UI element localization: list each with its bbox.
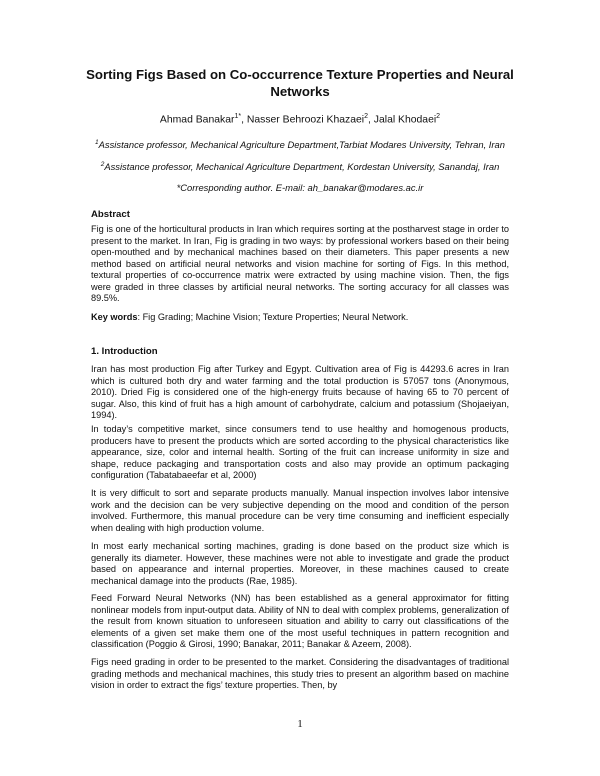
keywords-label: Key words [91, 312, 138, 322]
keywords-text: : Fig Grading; Machine Vision; Texture Properties; Neural Network. [137, 312, 409, 322]
author-name: Nasser Behroozi Khazaei [246, 114, 365, 126]
affiliation-mark: 2 [100, 161, 105, 168]
body-paragraph: In most early mechanical sorting machines, grading is done based on the product size which is generally its diameter. However, these machines were not able to investigate and grade the product based on appearance and internal properties. Moreover, in these machines caused to create mechanical damage into the products (Rae, 1985). [91, 541, 509, 586]
body-paragraph: Figs need grading in order to be presented to the market. Considering the disadvantages of traditional grading methods and mechanical machines, this study tries to present an algorithm based on machine vision in order to extract the figs’ texture properties. Then, by [91, 657, 509, 690]
author-name: Jalal Khodaei [373, 114, 437, 126]
affiliation-text: Assistance professor, Mechanical Agriculture Department,Tarbiat Modares University, Tehran, Iran [98, 139, 505, 151]
affiliation-2 [80, 159, 520, 172]
author-separator: , [241, 114, 247, 126]
page-number: 1 [297, 718, 303, 730]
author-affiliation-mark: 2 [364, 113, 368, 120]
author-affiliation-mark: 2 [436, 113, 441, 120]
affiliation-1 [80, 137, 520, 150]
paper-title: Sorting Figs Based on Co-occurrence Texture Properties and Neural Networks [86, 67, 514, 99]
body-paragraph: In today’s competitive market, since consumers tend to use healthy and homogenous products, producers have to present the products which are sorted according to the physical characteristics like appearance, size, color and internal health. Sorting of the fruit can increase uniformity in size and shape, reduce packaging and transportation costs and also may provide an optimum packaging configuration (Tabatabaeefar et al, 2000) [91, 424, 509, 480]
author-name: Ahmad Banakar [159, 114, 235, 126]
corresponding-author: *Corresponding author. E-mail: ah_banakar@modares.ac.ir [176, 182, 424, 193]
section-heading: 1. Introduction [91, 346, 158, 357]
abstract-heading: Abstract [91, 209, 130, 220]
affiliation-text: Assistance professor, Mechanical Agriculture Department, Kordestan University, Sanandaj, Iran [104, 161, 500, 173]
abstract-text: Fig is one of the horticultural products in Iran which requires sorting at the postharvest stage in order to present to the market. In Iran, Fig is grading in two ways: by professional workers based on their being open-mouthed and by mechanical machines based on their diameters. This paper presents a new method based on artificial neural networks and vision machine for sorting of Figs. In this method, textural properties of co-occurrence matrix were extracted by using machine vision. Then, the figs were graded in three classes by artificial neural networks. The sorting accuracy for all classes was 89.5%. [91, 224, 509, 303]
author-affiliation-mark: 1* [234, 113, 242, 120]
keywords [91, 312, 509, 322]
body-paragraph: Iran has most production Fig after Turkey and Egypt. Cultivation area of Fig is 44293.6 acres in Iran which is cultured both dry and water farming and the total production is 57057 tons (Anonymous, 2010). Dried Fig is considered one of the high-energy fruits because of having 65 to 70 percent of sugar. Also, this kind of fruit has a high amount of carbohydrate, calcium and potassium (Shojaeiyan, 1994). [91, 364, 509, 420]
author-line [60, 110, 540, 126]
body-paragraph: Feed Forward Neural Networks (NN) has been established as a general approximator for fitting nonlinear models from input-output data. Ability of NN to deal with complex problems, generalization of the result from known situation to unforeseen situation and ability to carry out classifications of the elements of a given set make them one of the most useful techniques in pattern recognition and classification (Poggio & Girosi, 1990; Banakar, 2011; Banakar & Azeem, 2008). [91, 593, 509, 649]
affiliation-mark: 1 [95, 139, 99, 146]
author-separator: , [368, 114, 374, 126]
body-paragraph: It is very difficult to sort and separate products manually. Manual inspection involves labor intensive work and the decision can be very subjective depending on the mood and condition of the person involved. Furthermore, this manual procedure can be very time consuming and inefficient especially when dealing with high production volume. [91, 488, 509, 533]
